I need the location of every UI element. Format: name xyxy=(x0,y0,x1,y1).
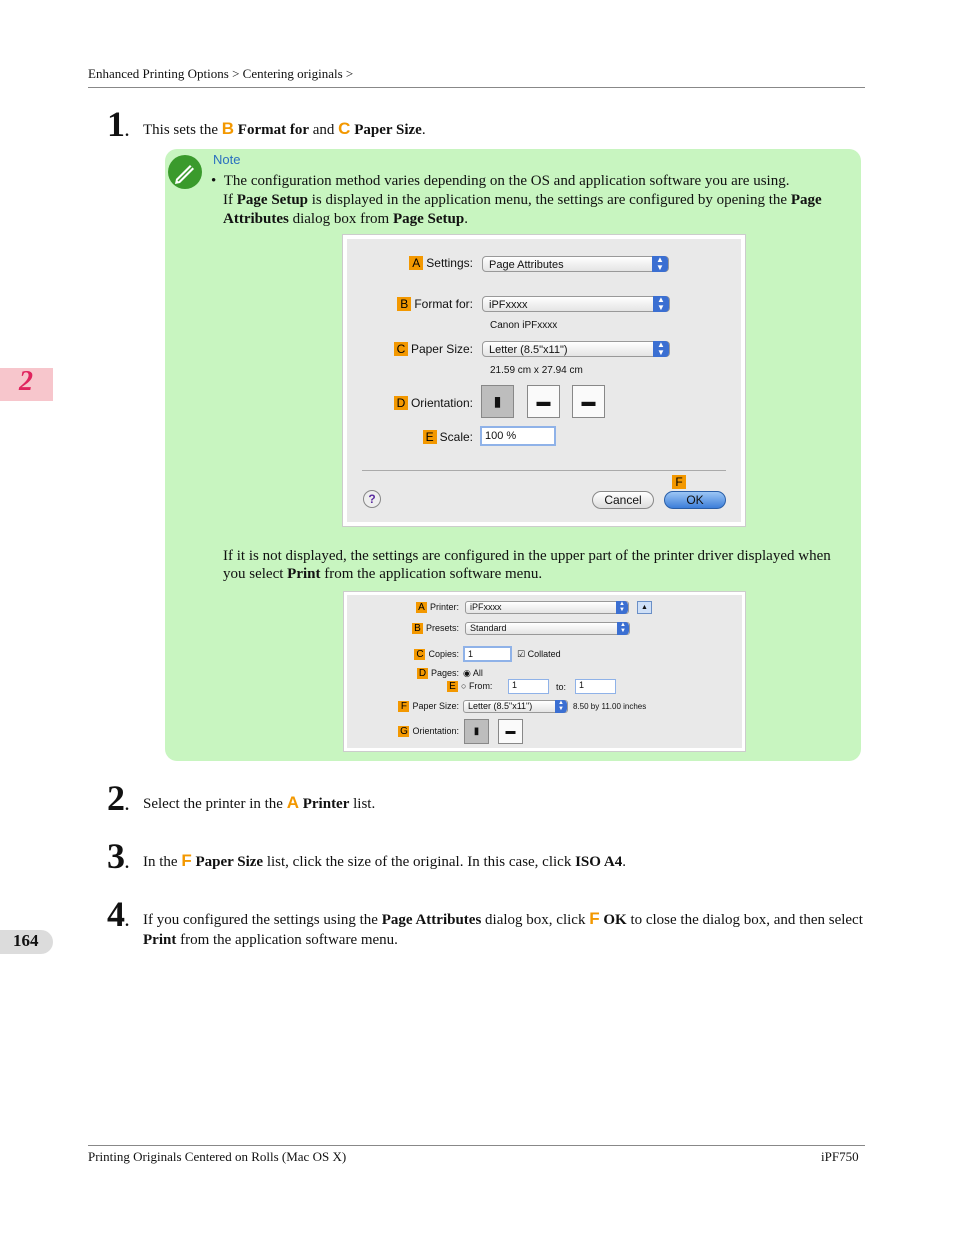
step-4-text: If you configured the settings using the Page Attributes dialog box, click F OK to close the dialog box, and then select Print from the application software menu. xyxy=(143,909,863,948)
pencil-note-icon xyxy=(168,155,202,189)
key-badge-f: F xyxy=(181,851,192,870)
settings-popup[interactable]: Page Attributes ▲ ▼ xyxy=(482,256,669,272)
settings-label: A Settings: xyxy=(367,256,473,270)
orientation-label: D Orientation: xyxy=(367,396,473,410)
format-for-subtext: Canon iPFxxxx xyxy=(490,320,558,331)
ok-key-badge: F xyxy=(672,475,686,489)
presets-label: B Presets: xyxy=(377,623,459,634)
help-button[interactable]: ? xyxy=(363,490,381,508)
scale-field[interactable]: 100 % xyxy=(480,426,556,446)
footer-rule xyxy=(88,1145,865,1146)
key-badge-a: A xyxy=(286,793,299,812)
to-label: to: xyxy=(556,682,567,692)
print-landscape-icon[interactable]: ▬ xyxy=(498,719,523,744)
header-rule xyxy=(88,87,865,88)
printer-popup[interactable]: iPFxxxx ▲ ▼ xyxy=(465,601,629,614)
portrait-orientation-icon[interactable]: ▮ xyxy=(481,385,514,418)
copies-field[interactable]: 1 xyxy=(463,646,512,662)
key-badge-b: B xyxy=(221,119,235,138)
dialog-divider xyxy=(362,470,726,471)
print-paper-size-label: F Paper Size: xyxy=(377,701,459,712)
paper-size-subtext: 21.59 cm x 27.94 cm xyxy=(490,365,583,376)
ok-button[interactable]: OK xyxy=(664,491,726,509)
note-label: Note xyxy=(213,152,241,167)
print-panel xyxy=(347,595,742,748)
footer-section-title: Printing Originals Centered on Rolls (Mac OS X) xyxy=(88,1149,347,1164)
step-2-text: Select the printer in the A Printer list. xyxy=(143,793,376,812)
print-orientation-label: G Orientation: xyxy=(400,726,459,737)
from-field[interactable]: 1 xyxy=(508,679,549,694)
copies-label: C Copies: xyxy=(416,649,459,660)
expand-disclosure-button[interactable]: ▲ xyxy=(637,601,652,614)
footer-model: iPF750 xyxy=(821,1149,859,1164)
landscape-left-orientation-icon[interactable]: ▬ xyxy=(527,385,560,418)
step-4-number: 4. xyxy=(107,894,129,934)
print-paper-size-popup[interactable]: Letter (8.5"x11") ▲ ▼ xyxy=(463,700,568,713)
format-for-label: B Format for: xyxy=(367,297,473,311)
page-attributes-panel xyxy=(347,239,741,522)
note-text-2: If it is not displayed, the settings are configured in the upper part of the printer driver displayed when you select Print from the application software menu. xyxy=(223,548,831,582)
chapter-number: 2 xyxy=(19,366,33,397)
page-number: 164 xyxy=(13,931,39,950)
print-portrait-icon[interactable]: ▮ xyxy=(464,719,489,744)
scale-label: E Scale: xyxy=(367,430,473,444)
step-1-number: 1. xyxy=(107,104,129,144)
format-for-popup[interactable]: iPFxxxx ▲ ▼ xyxy=(482,296,670,312)
step-1-text: This sets the B Format for and C Paper Size. xyxy=(143,119,426,138)
printer-label: A Printer: xyxy=(377,602,459,613)
breadcrumb: Enhanced Printing Options > Centering originals > xyxy=(88,66,354,81)
note-text: • The configuration method varies depending on the OS and application software you are using. If Page Setup is displayed in the application menu, the settings are configured by opening the Page Attributes dialog box from Page Setup. xyxy=(211,173,822,227)
pages-all-radio[interactable]: ◉ All xyxy=(463,668,483,678)
collated-checkbox[interactable]: ☑ Collated xyxy=(517,649,561,659)
pages-label: D Pages: xyxy=(418,668,459,679)
cancel-button[interactable]: Cancel xyxy=(592,491,654,509)
key-badge-c: C xyxy=(338,119,351,138)
step-3-text: In the F Paper Size list, click the size of the original. In this case, click ISO A4. xyxy=(143,851,626,870)
landscape-right-orientation-icon[interactable]: ▬ xyxy=(572,385,605,418)
key-badge-f: F xyxy=(589,909,600,928)
paper-size-label: C Paper Size: xyxy=(367,342,473,356)
from-label: E ○ From: xyxy=(447,681,492,692)
step-2-number: 2. xyxy=(107,778,129,818)
to-field[interactable]: 1 xyxy=(575,679,616,694)
presets-popup[interactable]: Standard ▲ ▼ xyxy=(465,622,630,635)
paper-size-popup[interactable]: Letter (8.5"x11") ▲ ▼ xyxy=(482,341,670,357)
paper-dimensions-text: 8.50 by 11.00 inches xyxy=(573,702,647,711)
step-3-number: 3. xyxy=(107,836,129,876)
